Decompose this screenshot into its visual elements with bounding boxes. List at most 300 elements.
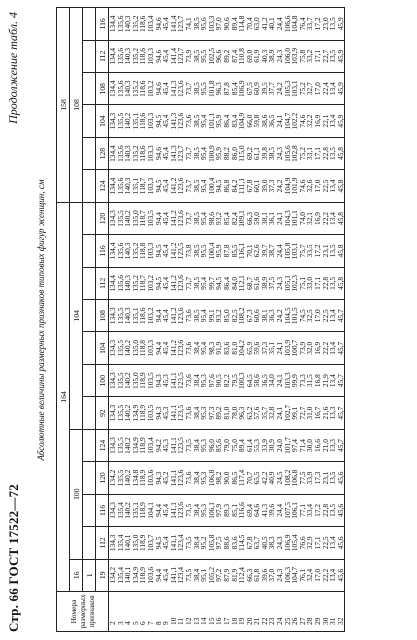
value-cell: 134,2 — [109, 462, 117, 494]
value-cell: 33,9 — [306, 462, 314, 494]
value-cell: 141,3 — [170, 137, 178, 169]
value-cell: 66,3 — [246, 559, 254, 591]
index-cell — [83, 364, 96, 396]
value-cell: 38,4 — [193, 462, 201, 494]
value-cell: 140,2 — [124, 105, 132, 137]
value-cell: 94,5 — [215, 170, 223, 202]
table-continuation-label: Продолжение табл. 4 — [6, 12, 20, 124]
value-cell: 123,5 — [177, 429, 185, 461]
value-cell: 96,0 — [208, 429, 216, 461]
value-cell: 118,9 — [139, 494, 147, 526]
row-number: 21 — [253, 592, 261, 632]
value-cell: 141,1 — [170, 429, 178, 461]
value-cell: 45,3 — [162, 364, 170, 396]
hip-header: 128 — [96, 137, 109, 169]
value-cell: 32,7 — [306, 72, 314, 104]
value-cell: 45,7 — [337, 364, 345, 396]
row-number: 4 — [124, 592, 132, 632]
value-cell: 96,3 — [238, 397, 246, 429]
value-cell: 45,2 — [162, 462, 170, 494]
value-cell: 38,5 — [193, 137, 201, 169]
value-cell: 73,3 — [299, 364, 307, 396]
value-cell: 100,4 — [208, 235, 216, 267]
value-cell: 94,4 — [155, 332, 163, 364]
value-cell: 114,8 — [238, 8, 246, 40]
value-cell: 95,1 — [200, 559, 208, 591]
value-cell: 135,0 — [132, 332, 140, 364]
value-cell: 39,0 — [261, 170, 269, 202]
value-cell: 45,4 — [162, 300, 170, 332]
value-cell: 141,2 — [170, 235, 178, 267]
value-cell: 73,6 — [185, 397, 193, 429]
value-cell: 74,0 — [299, 202, 307, 234]
value-cell: 45,4 — [162, 202, 170, 234]
value-cell: 73,5 — [185, 527, 193, 559]
value-cell: 106,9 — [238, 72, 246, 104]
value-cell: 37,7 — [268, 72, 276, 104]
value-cell: 32,6 — [306, 170, 314, 202]
value-cell: 140,3 — [124, 170, 132, 202]
value-cell: 39,6 — [268, 494, 276, 526]
value-cell: 118,6 — [139, 137, 147, 169]
index-cell — [83, 494, 96, 526]
value-cell: 57,6 — [253, 397, 261, 429]
index-cell — [83, 267, 96, 299]
value-cell: 13,5 — [329, 8, 337, 40]
value-cell: 118,9 — [139, 559, 147, 591]
hip-header: 108 — [96, 72, 109, 104]
value-cell: 118,9 — [139, 397, 147, 429]
value-cell: 105,8 — [208, 527, 216, 559]
value-cell: 123,5 — [177, 235, 185, 267]
value-cell: 94,4 — [155, 559, 163, 591]
value-cell: 135,0 — [132, 364, 140, 396]
value-cell: 94,3 — [155, 397, 163, 429]
value-cell: 104,3 — [284, 202, 292, 234]
row-number: 27 — [299, 592, 307, 632]
hip-header: 124 — [96, 170, 109, 202]
value-cell: 101,9 — [291, 170, 299, 202]
value-cell: 13,5 — [329, 235, 337, 267]
value-cell: 74,6 — [299, 105, 307, 137]
value-cell: 103,3 — [147, 105, 155, 137]
value-cell: 45,4 — [162, 8, 170, 40]
value-cell: 135,2 — [132, 40, 140, 72]
value-cell: 45,8 — [337, 170, 345, 202]
value-cell: 135,5 — [117, 364, 125, 396]
value-cell: 114,5 — [238, 527, 246, 559]
value-cell: 30,0 — [306, 429, 314, 461]
row-number: 32 — [337, 592, 345, 632]
value-cell: 98,2 — [215, 462, 223, 494]
value-cell: 63,2 — [246, 397, 254, 429]
value-cell: 42,2 — [261, 462, 269, 494]
value-cell: 97,3 — [208, 397, 216, 429]
value-cell: 134,3 — [109, 202, 117, 234]
value-cell: 140,2 — [124, 397, 132, 429]
value-cell: 95,3 — [200, 462, 208, 494]
value-cell: 66,0 — [246, 105, 254, 137]
value-cell: 90,6 — [223, 8, 231, 40]
value-cell: 140,1 — [124, 559, 132, 591]
value-cell: 30,9 — [268, 429, 276, 461]
value-cell: 104,9 — [238, 105, 246, 137]
value-cell: 45,4 — [162, 267, 170, 299]
value-cell: 73,5 — [185, 559, 193, 591]
value-cell: 24,4 — [276, 8, 284, 40]
value-cell: 105,4 — [291, 527, 299, 559]
value-cell: 85,6 — [215, 429, 223, 461]
value-cell: 68,7 — [246, 267, 254, 299]
value-cell: 104,2 — [238, 332, 246, 364]
value-cell: 45,4 — [162, 72, 170, 104]
value-cell: 134,4 — [109, 72, 117, 104]
value-cell: 95,4 — [200, 300, 208, 332]
value-cell: 117,4 — [238, 462, 246, 494]
value-cell: 73,7 — [185, 137, 193, 169]
value-cell: 97,4 — [291, 429, 299, 461]
value-cell: 39,6 — [261, 559, 269, 591]
row-number: 16 — [215, 592, 223, 632]
value-cell: 141,1 — [170, 559, 178, 591]
value-cell: 38,4 — [193, 559, 201, 591]
value-cell: 76,6 — [299, 527, 307, 559]
value-cell: 17,1 — [314, 527, 322, 559]
value-cell: 89,2 — [215, 397, 223, 429]
value-cell: 140,2 — [124, 202, 132, 234]
value-cell: 123,6 — [177, 105, 185, 137]
value-cell: 104,8 — [291, 8, 299, 40]
value-cell: 73,8 — [185, 235, 193, 267]
row-number: 31 — [329, 592, 337, 632]
value-cell: 13,3 — [329, 397, 337, 429]
value-cell: 45,3 — [162, 397, 170, 429]
value-cell: 87,9 — [223, 559, 231, 591]
value-cell: 38,5 — [193, 235, 201, 267]
value-cell: 135,5 — [117, 429, 125, 461]
value-cell: 24,1 — [276, 397, 284, 429]
value-cell: 17,1 — [314, 137, 322, 169]
value-cell: 13,5 — [329, 267, 337, 299]
value-cell: 103,2 — [147, 267, 155, 299]
value-cell: 38,3 — [268, 527, 276, 559]
value-cell: 98,3 — [208, 332, 216, 364]
value-cell: 45,8 — [337, 137, 345, 169]
value-cell: 55,3 — [253, 429, 261, 461]
value-cell: 59,6 — [253, 332, 261, 364]
value-cell: 82,2 — [223, 364, 231, 396]
value-cell: 85,1 — [231, 494, 239, 526]
value-cell: 102,7 — [284, 397, 292, 429]
value-cell: 22,7 — [322, 40, 330, 72]
index-cell — [83, 235, 96, 267]
row-number: 18 — [231, 592, 239, 632]
value-cell: 134,4 — [109, 267, 117, 299]
value-cell: 16,6 — [314, 429, 322, 461]
value-cell: 60,6 — [253, 300, 261, 332]
value-cell: 21,0 — [322, 429, 330, 461]
value-cell: 32,2 — [306, 105, 314, 137]
value-cell: 13,4 — [329, 559, 337, 591]
value-cell: 95,5 — [200, 72, 208, 104]
value-cell: 38,5 — [193, 8, 201, 40]
value-cell: 111,1 — [238, 170, 246, 202]
value-cell: 135,0 — [132, 202, 140, 234]
value-cell: 112,4 — [238, 559, 246, 591]
value-cell: 59,0 — [253, 202, 261, 234]
value-cell: 35,1 — [268, 332, 276, 364]
value-cell: 37,3 — [268, 170, 276, 202]
value-cell: 38,4 — [193, 397, 201, 429]
value-cell: 24,3 — [276, 267, 284, 299]
value-cell: 135,4 — [117, 527, 125, 559]
value-cell: 134,4 — [109, 40, 117, 72]
value-cell: 94,5 — [155, 235, 163, 267]
value-cell: 118,9 — [139, 462, 147, 494]
value-cell: 45,4 — [162, 527, 170, 559]
value-cell: 141,3 — [170, 72, 178, 104]
value-cell: 67,8 — [246, 170, 254, 202]
value-cell: 103,1 — [291, 235, 299, 267]
value-cell: 88,6 — [223, 527, 231, 559]
value-cell: 75,2 — [299, 72, 307, 104]
value-cell: 105,2 — [208, 559, 216, 591]
value-cell: 104,9 — [284, 170, 292, 202]
value-cell: 37,0 — [268, 559, 276, 591]
value-cell: 38,1 — [261, 202, 269, 234]
value-cell: 100,4 — [208, 170, 216, 202]
value-cell: 22,8 — [322, 267, 330, 299]
value-cell: 135,4 — [117, 494, 125, 526]
value-cell: 81,9 — [231, 559, 239, 591]
value-cell: 61,9 — [253, 40, 261, 72]
value-cell: 23,1 — [322, 235, 330, 267]
value-cell: 39,7 — [261, 235, 269, 267]
value-cell: 115,0 — [238, 137, 246, 169]
index-cell — [83, 40, 96, 72]
value-cell: 32,4 — [306, 559, 314, 591]
value-cell: 141,4 — [170, 8, 178, 40]
value-cell: 105,1 — [284, 267, 292, 299]
value-cell: 74,1 — [185, 8, 193, 40]
value-cell: 38,5 — [193, 40, 201, 72]
value-cell: 106,0 — [284, 40, 292, 72]
value-cell: 24,1 — [276, 105, 284, 137]
value-cell: 61,6 — [253, 267, 261, 299]
row-number: 12 — [185, 592, 193, 632]
value-cell: 24,2 — [276, 170, 284, 202]
value-cell: 21,9 — [322, 364, 330, 396]
value-cell: 45,8 — [337, 235, 345, 267]
value-cell: 141,2 — [170, 202, 178, 234]
value-cell: 67,3 — [246, 300, 254, 332]
value-cell: 38,6 — [261, 105, 269, 137]
value-cell: 62,6 — [253, 235, 261, 267]
value-cell: 75,7 — [299, 235, 307, 267]
value-cell: 73,7 — [185, 267, 193, 299]
value-cell: 17,0 — [314, 559, 322, 591]
value-cell: 104,5 — [284, 300, 292, 332]
value-cell: 134,3 — [109, 332, 117, 364]
value-cell: 79,0 — [223, 429, 231, 461]
value-cell: 141,2 — [170, 332, 178, 364]
value-cell: 95,5 — [200, 40, 208, 72]
value-cell: 86,8 — [223, 170, 231, 202]
value-cell: 24,0 — [276, 429, 284, 461]
value-cell: 123,7 — [177, 137, 185, 169]
value-cell: 108,2 — [238, 300, 246, 332]
value-cell: 140,1 — [124, 527, 132, 559]
value-cell: 39,8 — [261, 137, 269, 169]
hip-header: 120 — [96, 202, 109, 234]
value-cell: 86,4 — [223, 105, 231, 137]
value-cell: 76,4 — [299, 8, 307, 40]
value-cell: 103,9 — [291, 40, 299, 72]
value-cell: 45,6 — [337, 494, 345, 526]
value-cell: 24,4 — [276, 494, 284, 526]
value-cell: 70,1 — [246, 235, 254, 267]
value-cell: 73,5 — [185, 494, 193, 526]
value-cell: 16,9 — [314, 332, 322, 364]
value-cell: 37,3 — [261, 332, 269, 364]
value-cell: 24,4 — [276, 235, 284, 267]
value-cell: 135,6 — [117, 235, 125, 267]
value-cell: 103,3 — [147, 170, 155, 202]
value-cell: 103,6 — [147, 559, 155, 591]
value-cell: 94,3 — [155, 462, 163, 494]
hip-header: 108 — [96, 300, 109, 332]
value-cell: 13,3 — [329, 429, 337, 461]
index-cell — [83, 72, 96, 104]
value-cell: 45,4 — [162, 137, 170, 169]
value-cell: 135,1 — [132, 170, 140, 202]
value-cell: 13,5 — [329, 40, 337, 72]
chest-header: 16 — [70, 559, 83, 591]
value-cell: 135,2 — [132, 267, 140, 299]
row-header-label: Номера размерных признаков — [57, 592, 109, 632]
value-cell: 79,5 — [231, 364, 239, 396]
value-cell: 103,4 — [147, 8, 155, 40]
value-cell: 104,7 — [291, 559, 299, 591]
value-cell: 73,7 — [185, 202, 193, 234]
value-cell: 123,7 — [177, 8, 185, 40]
row-number: 6 — [139, 592, 147, 632]
value-cell: 135,5 — [117, 397, 125, 429]
index-cell — [83, 137, 96, 169]
value-cell: 24,1 — [276, 332, 284, 364]
value-cell: 94,5 — [155, 527, 163, 559]
value-cell: 98,6 — [208, 202, 216, 234]
value-cell: 99,1 — [208, 300, 216, 332]
value-cell: 93,2 — [215, 202, 223, 234]
value-cell: 61,4 — [246, 429, 254, 461]
value-cell: 95,3 — [200, 364, 208, 396]
value-cell: 32,5 — [306, 300, 314, 332]
value-cell: 140,2 — [124, 494, 132, 526]
value-cell: 31,0 — [306, 397, 314, 429]
value-cell: 95,9 — [215, 105, 223, 137]
value-cell: 95,6 — [200, 8, 208, 40]
row-number: 15 — [208, 592, 216, 632]
value-cell: 118,8 — [139, 332, 147, 364]
value-cell: 118,6 — [139, 40, 147, 72]
value-cell: 38,4 — [193, 527, 201, 559]
value-cell: 45,4 — [162, 494, 170, 526]
value-cell: 96,3 — [215, 72, 223, 104]
value-cell: 22,4 — [322, 72, 330, 104]
value-cell: 118,9 — [139, 527, 147, 559]
value-cell: 123,6 — [177, 494, 185, 526]
value-cell: 37,5 — [268, 267, 276, 299]
value-cell: 135,5 — [117, 332, 125, 364]
value-cell: 103,2 — [147, 72, 155, 104]
value-cell: 140,2 — [124, 332, 132, 364]
value-cell: 100,9 — [208, 137, 216, 169]
value-cell: 74,6 — [299, 170, 307, 202]
value-cell: 93,2 — [215, 300, 223, 332]
value-cell: 95,9 — [215, 235, 223, 267]
value-cell: 33,1 — [306, 137, 314, 169]
value-cell: 22,5 — [322, 300, 330, 332]
value-cell: 141,2 — [170, 267, 178, 299]
value-cell: 33,0 — [306, 267, 314, 299]
value-cell: 45,9 — [337, 105, 345, 137]
index-cell — [83, 527, 96, 559]
value-cell: 94,6 — [155, 40, 163, 72]
value-cell: 103,3 — [147, 235, 155, 267]
row-number: 20 — [246, 592, 254, 632]
value-cell: 40,5 — [261, 527, 269, 559]
value-cell: 32,8 — [268, 397, 276, 429]
value-cell: 45,4 — [162, 559, 170, 591]
value-cell: 90,0 — [223, 462, 231, 494]
value-cell: 66,3 — [246, 202, 254, 234]
value-cell: 45,4 — [162, 332, 170, 364]
value-cell: 118,7 — [139, 202, 147, 234]
value-cell: 45,8 — [337, 202, 345, 234]
value-cell: 140,3 — [124, 72, 132, 104]
value-cell: 109,1 — [238, 202, 246, 234]
value-cell: 13,4 — [329, 527, 337, 559]
value-cell: 118,6 — [139, 8, 147, 40]
row-number: 19 — [238, 592, 246, 632]
value-cell: 67,8 — [246, 527, 254, 559]
value-cell: 101,8 — [208, 72, 216, 104]
value-cell: 87,4 — [231, 40, 239, 72]
value-cell: 102,8 — [291, 137, 299, 169]
value-cell: 116,6 — [238, 494, 246, 526]
value-cell: 73,9 — [299, 332, 307, 364]
value-cell: 70,4 — [246, 8, 254, 40]
value-cell: 103,3 — [208, 8, 216, 40]
value-cell: 13,4 — [329, 72, 337, 104]
row-number: 26 — [291, 592, 299, 632]
value-cell: 106,3 — [284, 559, 292, 591]
value-cell: 135,2 — [132, 235, 140, 267]
row-number: 28 — [306, 592, 314, 632]
value-cell: 97,0 — [215, 8, 223, 40]
value-cell: 13,4 — [329, 105, 337, 137]
value-cell: 134,4 — [109, 235, 117, 267]
value-cell: 135,6 — [117, 72, 125, 104]
value-cell: 135,6 — [117, 40, 125, 72]
value-cell: 99,1 — [291, 397, 299, 429]
hip-header: 116 — [96, 8, 109, 40]
value-cell: 106,1 — [208, 494, 216, 526]
value-cell: 135,6 — [117, 267, 125, 299]
value-cell: 34,0 — [268, 364, 276, 396]
value-cell: 73,9 — [185, 40, 193, 72]
